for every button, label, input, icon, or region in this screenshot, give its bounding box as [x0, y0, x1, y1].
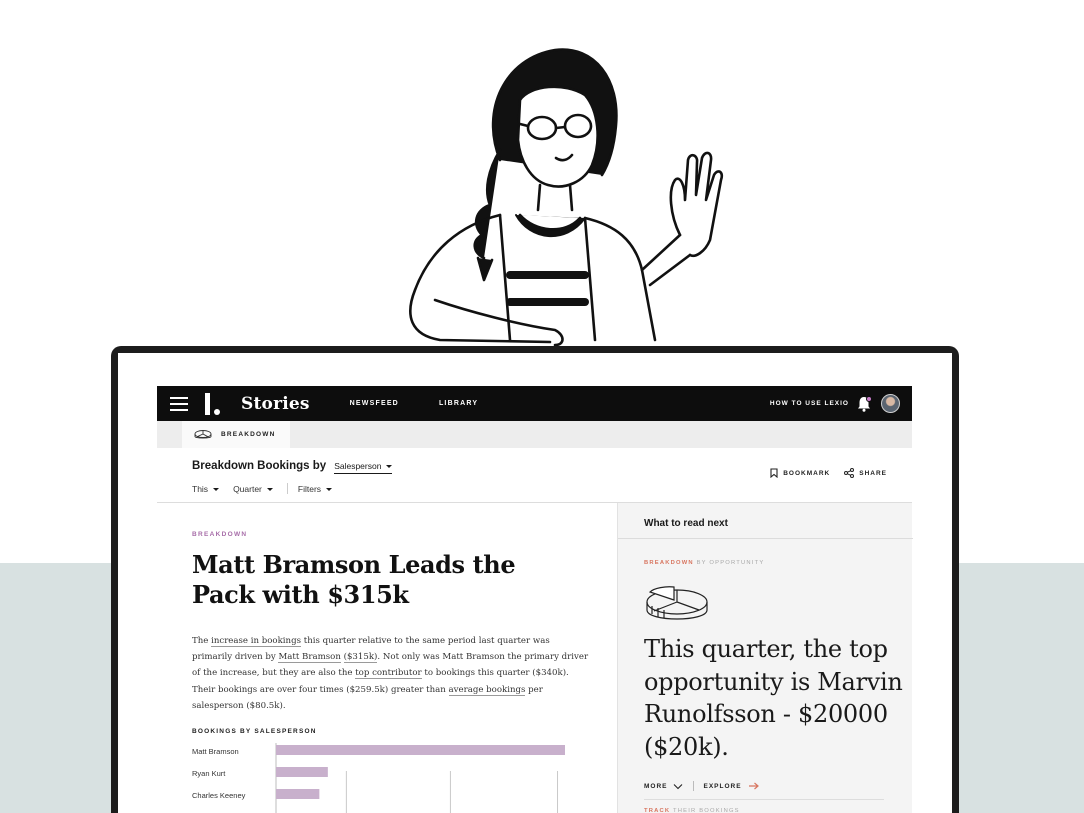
filter-more-label: Filters [297, 483, 322, 494]
chevron-down-icon [267, 488, 273, 491]
nav-right-group [770, 394, 912, 413]
chevron-down-icon [326, 488, 332, 491]
chart-title: BOOKINGS BY SALESPERSON [192, 728, 317, 735]
explore-button[interactable] [704, 782, 759, 790]
query-title-row [192, 460, 392, 474]
link-top-contributor[interactable]: top contributor [355, 668, 422, 679]
story-actions [756, 468, 887, 478]
link-increase-in-bookings[interactable]: increase in bookings [211, 636, 302, 646]
chevron-down-icon [673, 783, 683, 790]
more-button[interactable] [644, 783, 683, 790]
chevron-down-icon [386, 465, 392, 468]
tab-bar [157, 421, 912, 448]
user-avatar[interactable] [881, 394, 900, 413]
next-story-kicker-secondary: THEIR BOOKINGS [673, 808, 740, 813]
more-label: MORE [644, 782, 668, 790]
body-text-segment: . Not only was Matt Bramson the primary driver of the increase, but they are also the [192, 652, 589, 679]
query-title: Breakdown Bookings by [192, 460, 327, 472]
chart-category-label: Charles Keeney [192, 791, 246, 800]
filter-more[interactable] [298, 484, 332, 494]
share-button[interactable] [844, 468, 887, 478]
share-icon [844, 468, 854, 478]
chart-category-label: Matt Bramson [192, 747, 239, 756]
filter-separator [287, 483, 288, 494]
story-article [157, 503, 617, 813]
chart-bar[interactable] [276, 789, 319, 799]
next-story-kicker [644, 808, 740, 813]
story-body [192, 633, 592, 714]
top-navigation-bar [157, 386, 912, 421]
monitor-frame [111, 346, 959, 813]
body-text-segment: per salesperson ($80.5k). [192, 684, 543, 711]
nav-link-newsfeed[interactable]: NEWSFEED [349, 400, 399, 407]
filter-quarter-label: Quarter [233, 483, 262, 494]
filter-quarter[interactable] [233, 484, 273, 494]
tab-label: BREAKDOWN [221, 431, 276, 438]
dimension-select[interactable] [334, 461, 392, 474]
sidebar-kicker [644, 560, 764, 566]
sidebar-heading: What to read next [644, 518, 728, 529]
notification-bell-icon[interactable] [857, 396, 871, 412]
chart-bar[interactable] [276, 745, 565, 755]
story-headline: Matt Bramson Leads the Pack with $315k [192, 550, 516, 609]
body-text-segment: this quarter relative to the same period last quarter was primarily driven by [192, 636, 550, 663]
app-screen [118, 353, 952, 813]
tab-breakdown[interactable] [182, 421, 290, 448]
filter-this-label: This [192, 483, 209, 494]
waving-woman-illustration [380, 40, 740, 352]
sidebar-header [618, 503, 913, 539]
sidebar-insight: This quarter, the top opportunity is Marvin Runolfsson - $20000 ($20k). [644, 635, 903, 761]
action-separator [693, 781, 694, 791]
chart-bar[interactable] [276, 767, 328, 777]
nav-link-library[interactable]: LIBRARY [438, 400, 479, 407]
link-matt-bramson[interactable]: Matt Bramson [278, 652, 341, 663]
dimension-select-value: Salesperson [334, 461, 382, 471]
app-title: Stories [241, 393, 310, 414]
sidebar-divider [644, 799, 884, 800]
body-text-segment: The [192, 636, 212, 646]
filter-this[interactable] [192, 484, 219, 494]
share-label: SHARE [859, 469, 887, 477]
bookmark-button[interactable] [770, 468, 830, 478]
chart-category-label: Ryan Kurt [192, 769, 226, 778]
bookings-bar-chart [192, 743, 592, 813]
breakdown-pie-icon [194, 429, 212, 441]
story-kicker: BREAKDOWN [192, 531, 248, 538]
bookmark-icon [770, 468, 778, 478]
explore-label: EXPLORE [703, 782, 742, 790]
chevron-down-icon [213, 488, 219, 491]
lexio-logo[interactable] [203, 392, 223, 416]
link-increase-value[interactable]: ($315k) [343, 652, 378, 663]
query-bar [157, 448, 912, 503]
sidebar-actions [644, 781, 759, 791]
bookmark-label: BOOKMARK [783, 469, 831, 477]
pie-chart-icon [644, 586, 710, 628]
sidebar-kicker-secondary: BY OPPORTUNITY [696, 560, 765, 566]
sidebar-kicker-primary: BREAKDOWN [644, 560, 694, 566]
what-to-read-next-panel [617, 503, 912, 813]
menu-icon[interactable] [170, 397, 188, 411]
query-filters [192, 483, 346, 494]
next-story-kicker-primary: TRACK [644, 808, 671, 813]
notification-badge [866, 396, 872, 402]
link-average-bookings[interactable]: average bookings [448, 684, 526, 695]
body-text-segment: to bookings this quarter ($340k). Their bookings are over four times ($259.5k) greater than [192, 668, 569, 695]
arrow-right-icon [748, 782, 759, 790]
how-to-use-link[interactable]: HOW TO USE LEXIO [769, 400, 849, 407]
